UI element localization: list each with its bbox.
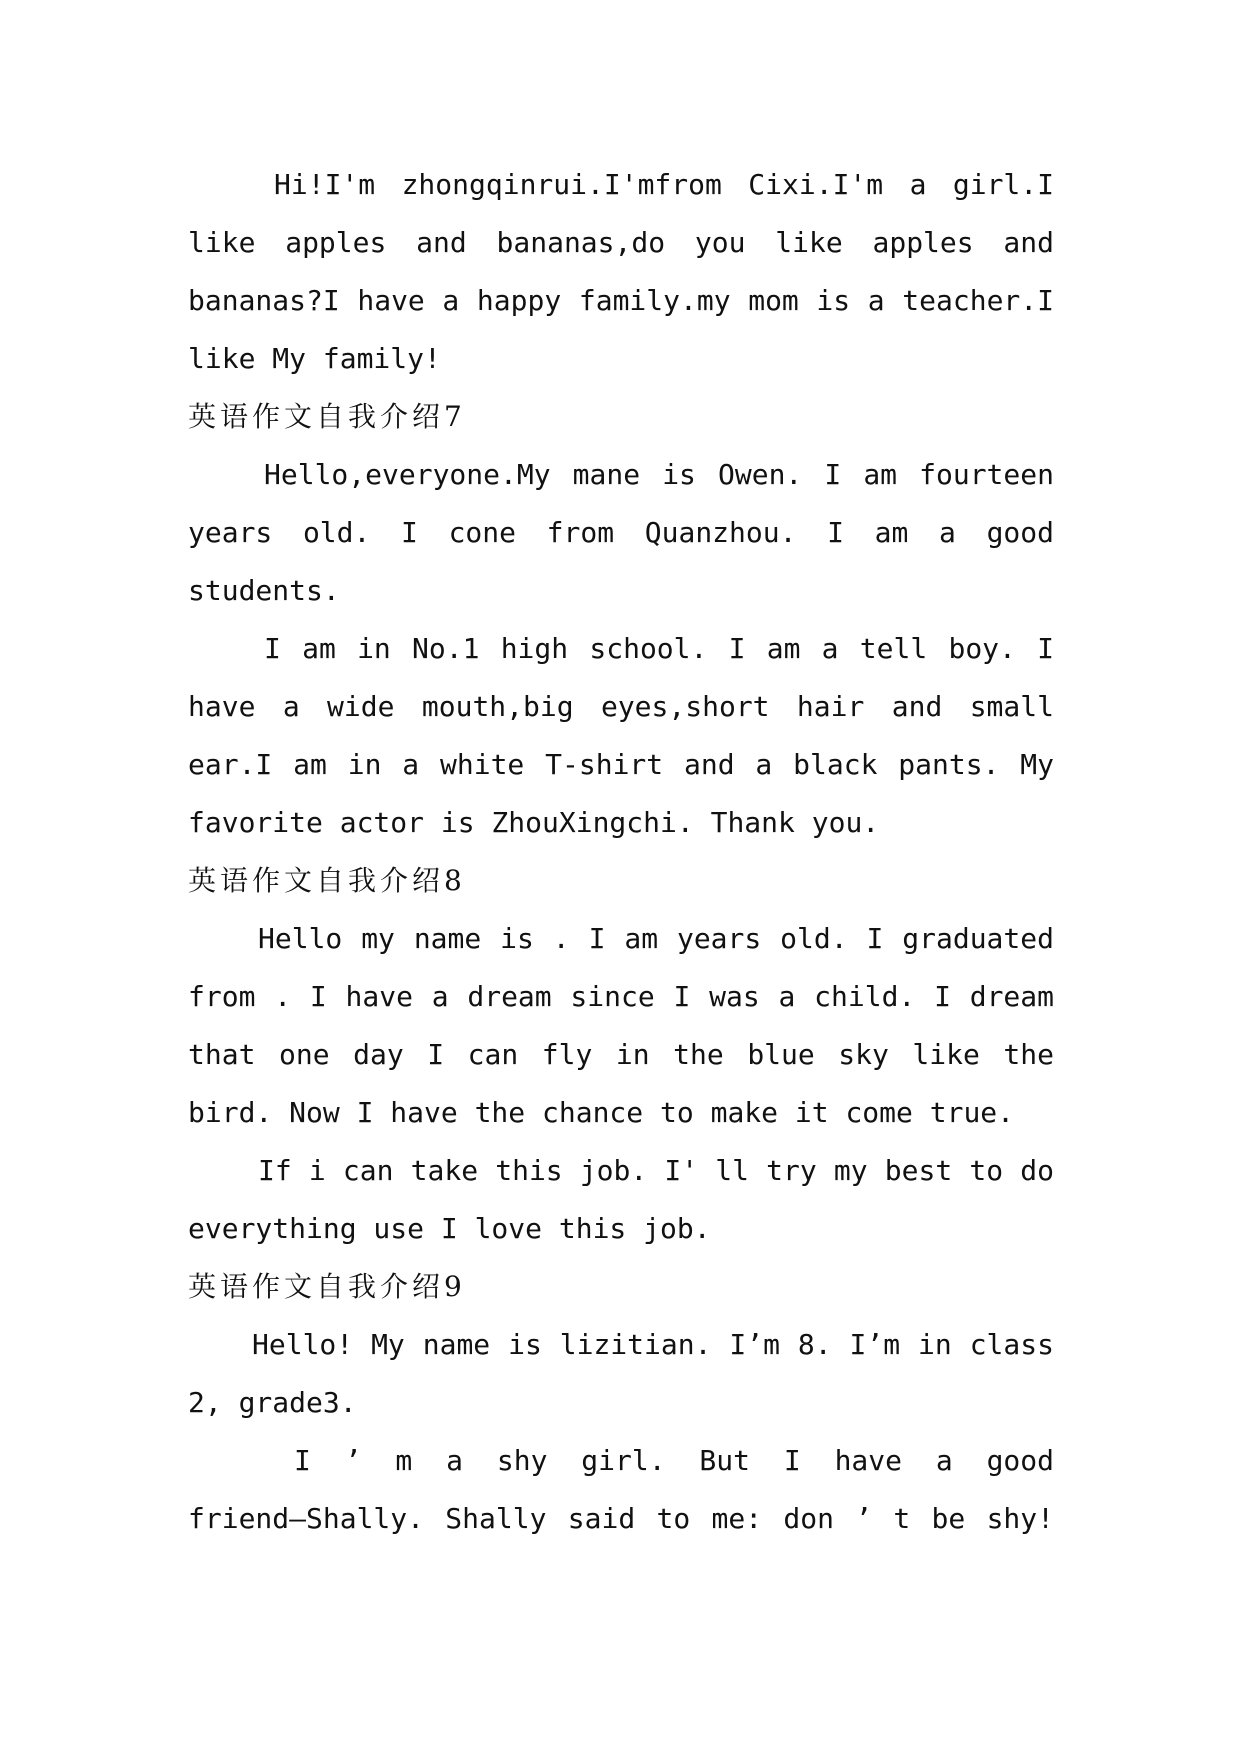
paragraph-line: bird. Now I have the chance to make it come true.: [188, 1096, 1015, 1129]
paragraph-line: like My family!: [188, 342, 441, 375]
paragraph-line: years old. I cone from Quanzhou. I am a good: [188, 516, 1054, 549]
paragraph-line: students.: [188, 574, 340, 607]
paragraph-line: ear.I am in a white T-shirt and a black pants. My: [188, 748, 1054, 781]
paragraph-line: I am in No.1 high school. I am a tell boy. I: [264, 632, 1054, 665]
paragraph-line: everything use I love this job.: [188, 1212, 711, 1245]
paragraph-line: 2, grade3.: [188, 1386, 357, 1419]
section-heading: 英语作文自我介绍8: [188, 864, 466, 897]
paragraph-line: If i can take this job. I' ll try my best to do: [258, 1154, 1054, 1187]
paragraph-line: friend—Shally. Shally said to me: don ’ t be shy!: [188, 1502, 1054, 1535]
paragraph-line: favorite actor is ZhouXingchi. Thank you.: [188, 806, 880, 839]
paragraph-line: have a wide mouth,big eyes,short hair and small: [188, 690, 1054, 723]
section-heading: 英语作文自我介绍7: [188, 400, 466, 433]
paragraph-line: like apples and bananas,do you like apples and: [188, 226, 1054, 259]
paragraph-line: from . I have a dream since I was a child. I dream: [188, 980, 1054, 1013]
paragraph-line: that one day I can fly in the blue sky like the: [188, 1038, 1054, 1071]
section-heading: 英语作文自我介绍9: [188, 1270, 466, 1303]
paragraph-line: Hello,everyone.My mane is Owen. I am fourteen: [264, 458, 1054, 491]
paragraph-line: bananas?I have a happy family.my mom is a teacher.I: [188, 284, 1054, 317]
paragraph-line: Hi!I'm zhongqinrui.I'mfrom Cixi.I'm a girl.I: [274, 168, 1054, 201]
paragraph-line: I ’ m a shy girl. But I have a good: [294, 1444, 1054, 1477]
paragraph-line: Hello my name is . I am years old. I graduated: [258, 922, 1054, 955]
paragraph-line: Hello! My name is lizitian. I’m 8. I’m in class: [252, 1328, 1054, 1361]
